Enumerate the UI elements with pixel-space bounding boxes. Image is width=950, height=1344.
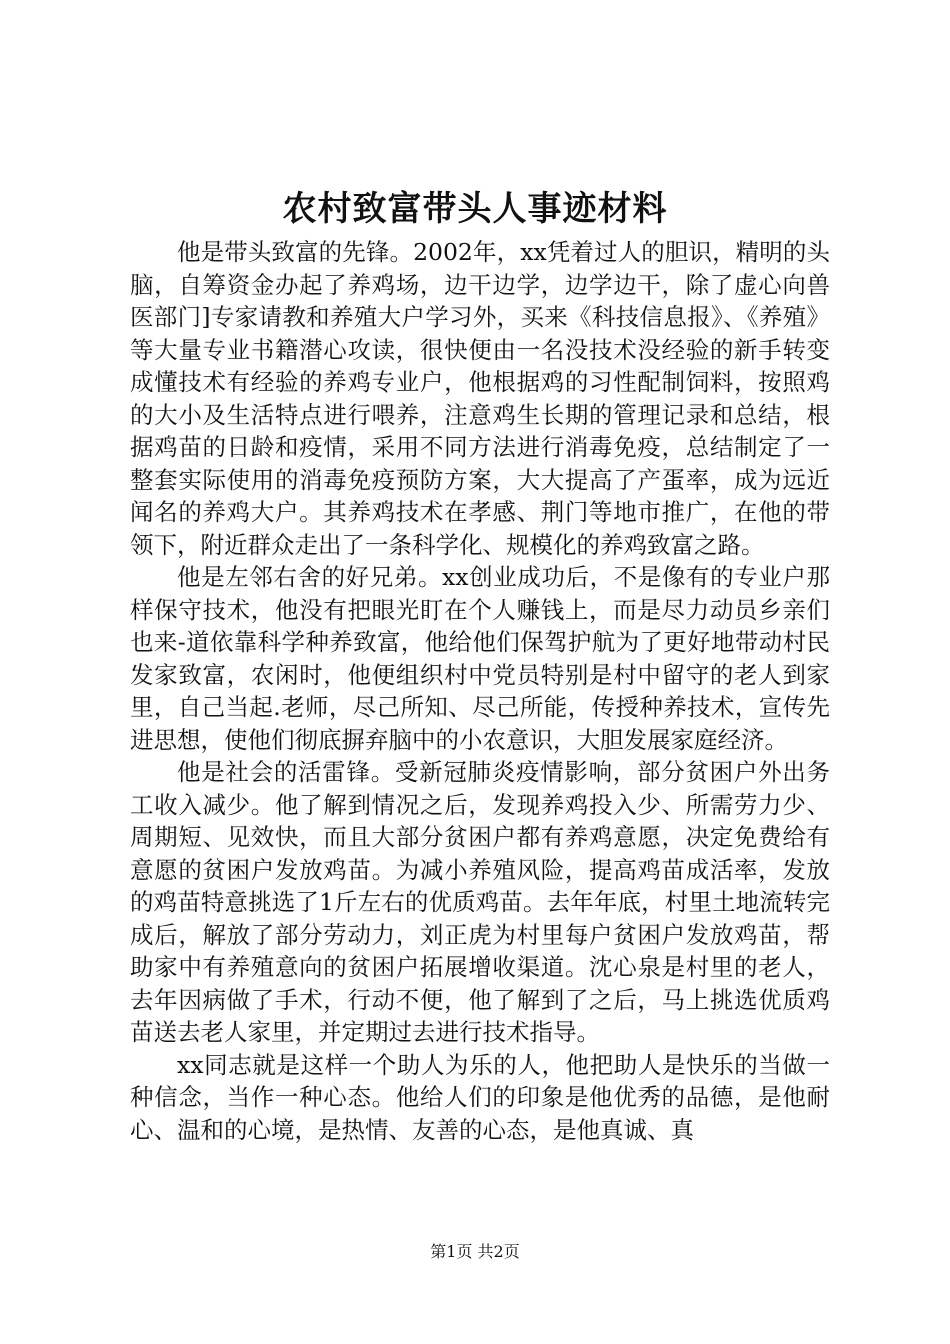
paragraph-pioneer: 他是带头致富的先锋。2002年，xx凭着过人的胆识，精明的头脑，自筹资金办起了养鸡场，边干边学，边学边干，除了虚心向兽医部门]专家请教和养殖大户学习外，买来《科技信息报》、《养殖》等大量专业书籍潜心攻读，很快便由一名没技术没经验的新手转变成懂技术有经验的养鸡专业户，他根据鸡的习性配制饲料，按照鸡的大小及生活特点进行喂养，注意鸡生长期的管理记录和总结，根据鸡苗的日龄和疫情，采用不同方法进行消毒免疫，总结制定了一整套实际使用的消毒免疫预防方案，大大提高了产蛋率，成为远近闻名的养鸡大户。其养鸡技术在孝感、荆门等地市推广，在他的带领下，附近群众走出了一条科学化、规模化的养鸡致富之路。 [130, 238, 830, 559]
paragraph-character: xx同志就是这样一个助人为乐的人，他把助人是快乐的当做一种信念，当作一种心态。他给人们的印象是他优秀的品德，是他耐心、温和的心境，是热情、友善的心态，是他真诚、真 [130, 1050, 830, 1144]
paragraph-good-neighbor: 他是左邻右舍的好兄弟。xx创业成功后，不是像有的专业户那样保守技术，他没有把眼光盯在个人赚钱上，而是尽力动员乡亲们也来-道依靠科学种养致富，他给他们保驾护航为了更好地带动村民发家致富，农闲时，他便组织村中党员特别是村中留守的老人到家里，自己当起.老师，尽己所知、尽己所能，传授种养技术，宣传先进思想，使他们彻底摒弃脑中的小农意识，大胆发展家庭经济。 [130, 563, 830, 754]
document-title: 农村致富带头人事迹材料 [282, 189, 668, 229]
document-body [130, 236, 830, 1146]
page-footer: 第1页 共2页 [430, 1242, 520, 1261]
paragraph-community-helper: 他是社会的活雷锋。受新冠肺炎疫情影响，部分贫困户外出务工收入减少。他了解到情况之后，发现养鸡投入少、所需劳力少、周期短、见效快，而且大部分贫困户都有养鸡意愿，决定免费给有意愿的贫困户发放鸡苗。为减小养殖风险，提高鸡苗成活率，发放的鸡苗特意挑选了1斤左右的优质鸡苗。去年年底，村里土地流转完成后，解放了部分劳动力，刘正虎为村里每户贫困户发放鸡苗，帮助家中有养殖意向的贫困户拓展增收渠道。沈心泉是村里的老人，去年因病做了手术，行动不便，他了解到了之后，马上挑选优质鸡苗送去老人家里，并定期过去进行技术指导。 [130, 758, 830, 1046]
